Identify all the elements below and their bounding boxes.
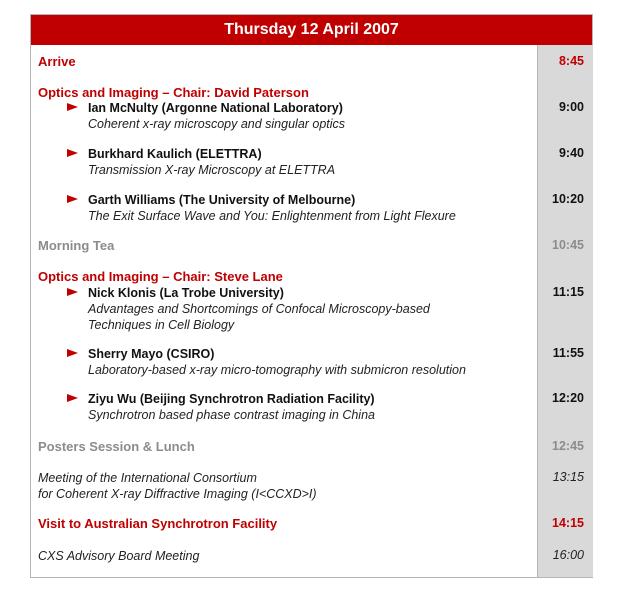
arrow-icon [67, 394, 78, 402]
row-label: CXS Advisory Board Meeting [38, 549, 200, 563]
talk-time: 9:40 [558, 146, 584, 160]
row-label: Morning Tea [38, 238, 115, 253]
session-title: Optics and Imaging – Chair: David Paterson [38, 85, 309, 100]
arrow-icon [67, 149, 78, 157]
arrow-icon [67, 195, 78, 203]
row-label: Posters Session & Lunch [38, 439, 195, 454]
talk-title: Synchrotron based phase contrast imaging in China [88, 408, 375, 422]
talk-title: Coherent x-ray microscopy and singular optics [88, 117, 346, 131]
talk-title-line1: Advantages and Shortcomings of Confocal Microscopy-based [88, 302, 430, 316]
talk-speaker: Nick Klonis (La Trobe University) [88, 286, 284, 300]
talk-time: 11:15 [552, 285, 584, 299]
row-time: 16:00 [552, 548, 584, 562]
row-label: Arrive [38, 54, 76, 69]
arrow-icon [67, 288, 78, 296]
talk-title: Laboratory-based x-ray micro-tomography with submicron resolution [88, 363, 466, 377]
row-time: 13:15 [552, 470, 584, 484]
arrow-icon [67, 349, 78, 357]
talk-time: 10:20 [552, 192, 584, 206]
row-time: 12:45 [552, 439, 584, 453]
talk-title-line2: Techniques in Cell Biology [88, 318, 235, 332]
talk-time: 11:55 [552, 346, 584, 360]
talk-speaker: Sherry Mayo (CSIRO) [88, 347, 215, 361]
row-label: Visit to Australian Synchrotron Facility [38, 516, 278, 531]
talk-title: Transmission X-ray Microscopy at ELETTRA [88, 163, 336, 177]
talk-speaker: Garth Williams (The University of Melbourne) [88, 193, 356, 207]
talk-title: The Exit Surface Wave and You: Enlightenment from Light Flexure [88, 209, 456, 223]
time-column [537, 45, 593, 577]
row-time: 10:45 [552, 238, 584, 252]
talk-speaker: Burkhard Kaulich (ELETTRA) [88, 147, 262, 161]
row-label-line2: for Coherent X-ray Diffractive Imaging (I<CCXD>I) [38, 487, 317, 501]
schedule-table [30, 14, 593, 578]
row-label-line1: Meeting of the International Consortium [38, 471, 257, 485]
talk-speaker: Ziyu Wu (Beijing Synchrotron Radiation Facility) [88, 392, 375, 406]
row-time: 14:15 [552, 516, 584, 530]
day-header: Thursday 12 April 2007 [31, 15, 592, 45]
talk-time: 12:20 [552, 391, 584, 405]
row-time: 8:45 [558, 54, 584, 68]
talk-time: 9:00 [558, 100, 584, 114]
arrow-icon [67, 103, 78, 111]
session-title: Optics and Imaging – Chair: Steve Lane [38, 269, 283, 284]
talk-speaker: Ian McNulty (Argonne National Laboratory) [88, 101, 343, 115]
